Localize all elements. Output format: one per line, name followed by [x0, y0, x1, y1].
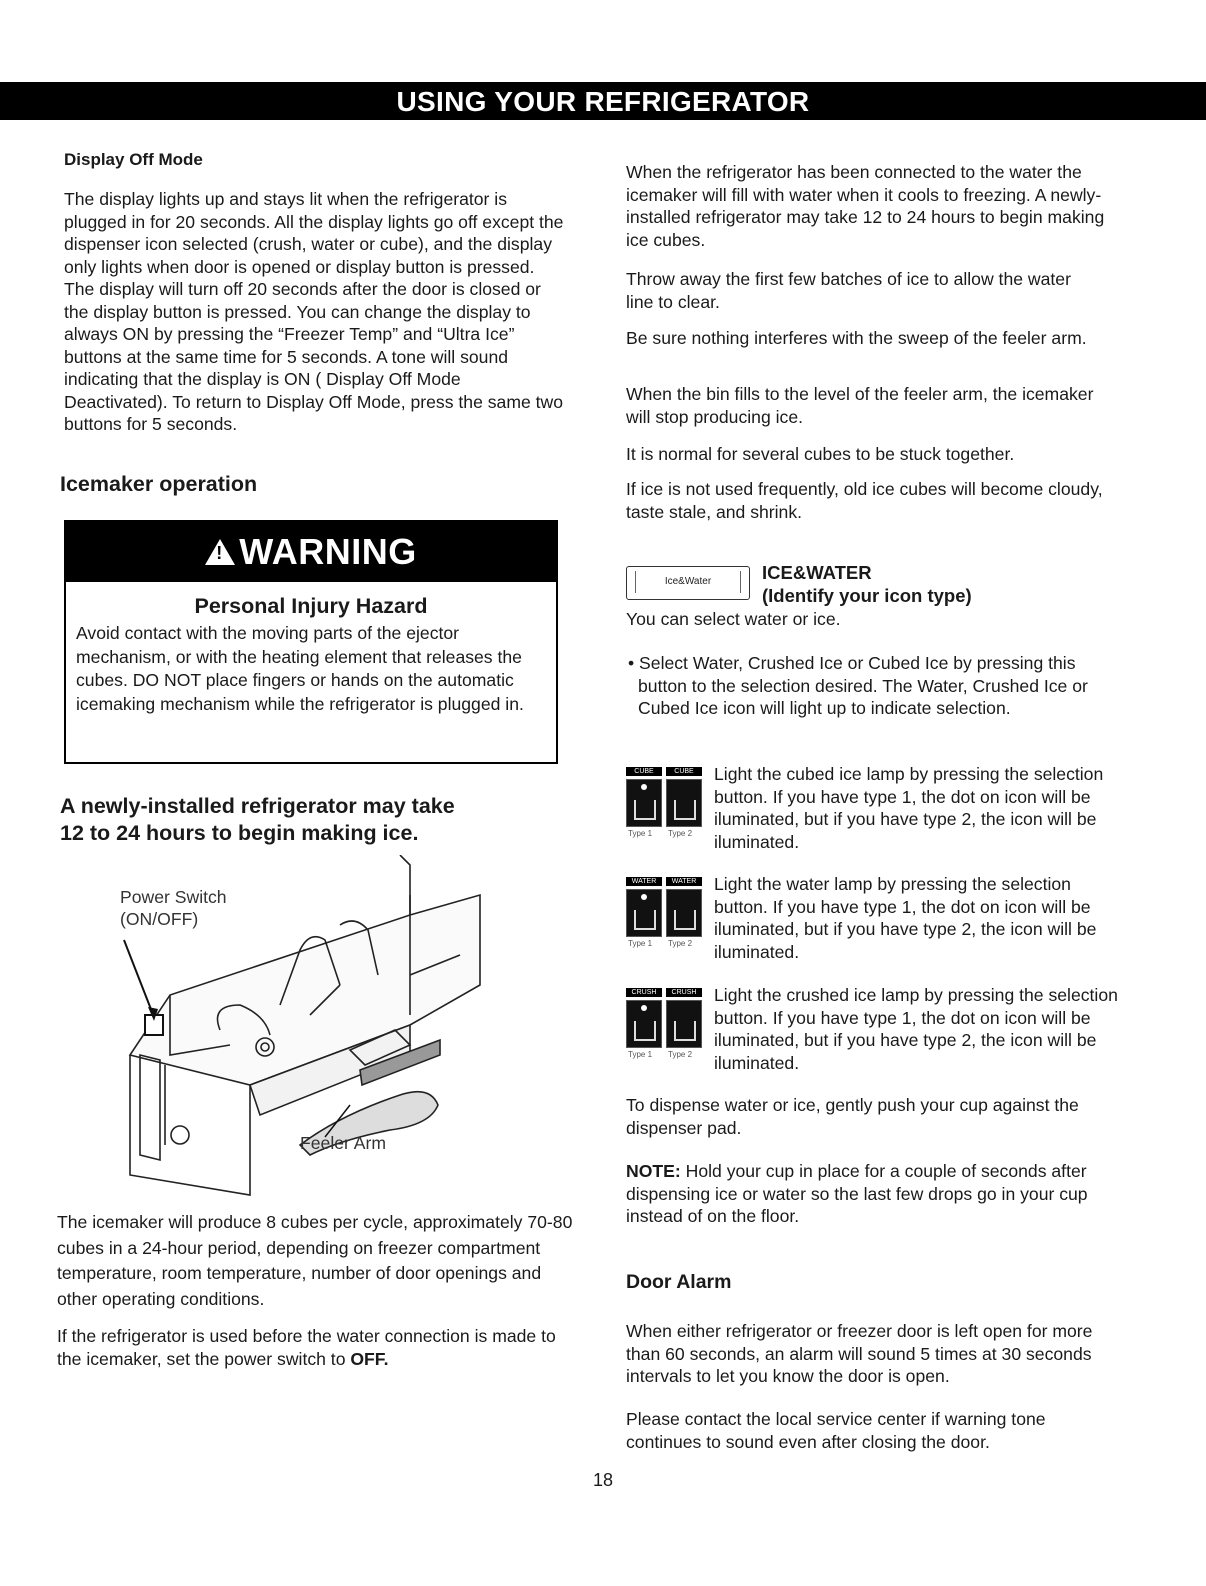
- water-icon-pair: [626, 877, 710, 955]
- warning-body: Avoid contact with the moving parts of the ejector mechanism, or with the heating element that releases the cubes. DO NOT place fingers or hands on the automatic icemaking mechanism while the refrigerator is plugged in.: [76, 623, 524, 714]
- cube-label-type2: CUBE: [666, 767, 702, 776]
- right-para-5: It is normal for several cubes to be stuck together.: [626, 444, 1015, 464]
- dispense-text: To dispense water or ice, gently push your cup against the dispenser pad.: [626, 1095, 1079, 1138]
- display-off-body: The display lights up and stays lit when the refrigerator is plugged in for 20 seconds. All the display lights go off except the dispenser icon selected (crush, water or cube), and the display only lights when door is opened or display button is pressed. The display will turn off 20 seconds after the door is closed or the display button is pressed. You can change the display to always ON by pressing the “Freezer Temp” and “Ultra Ice” buttons at the same time for 5 seconds. A tone will sound indicating that the display is ON ( Display Off Mode Deactivated). To return to Display Off Mode, press the same two buttons for 5 seconds.: [64, 189, 564, 434]
- door-alarm-para-1: When either refrigerator or freezer door is left open for more than 60 seconds, an alarm will sound 5 times at 30 seconds intervals to let you know the door is open.: [626, 1321, 1093, 1386]
- water-icon-type2: [666, 889, 702, 937]
- crush-label-type1: CRUSH: [626, 988, 662, 997]
- feeler-arm-label: Feeler Arm: [300, 1133, 387, 1153]
- crush-icon-text: Light the crushed ice lamp by pressing the selection button. If you have type 1, the dot on icon will be iluminated, but if you have type 2, the icon will be iluminated.: [714, 985, 1118, 1073]
- power-switch-label: [120, 886, 227, 930]
- type1-caption: Type 1: [628, 939, 653, 948]
- newly-installed-line1: A newly-installed refrigerator may take: [60, 794, 455, 818]
- type2-caption: Type 2: [668, 1050, 693, 1059]
- type1-caption: Type 1: [628, 829, 653, 838]
- water-connection-off: OFF.: [350, 1348, 389, 1369]
- water-icon-type1: [626, 889, 662, 937]
- right-para-4: When the bin fills to the level of the feeler arm, the icemaker will stop producing ice.: [626, 384, 1094, 427]
- power-switch-line2: (ON/OFF): [120, 909, 199, 929]
- cube-icon-type1: [626, 779, 662, 827]
- selection-bullet: • Select Water, Crushed Ice or Cubed Ice by pressing this button to the selection desired. The Water, Crushed Ice or Cubed Ice icon will light up to indicate selection.: [628, 653, 1088, 718]
- cube-icon-type2: [666, 779, 702, 827]
- display-off-title: Display Off Mode: [64, 150, 203, 169]
- crush-icon-type2: [666, 1000, 702, 1048]
- right-para-1: When the refrigerator has been connected to the water the icemaker will fill with water when it cools to freezing. A newly-installed refrigerator may take 12 to 24 hours to begin making ice cubes.: [626, 162, 1105, 250]
- warning-header: [66, 522, 556, 582]
- warning-subtitle: Personal Injury Hazard: [194, 594, 428, 618]
- ice-water-title: ICE&WATER: [762, 562, 872, 583]
- newly-installed-line2: 12 to 24 hours to begin making ice.: [60, 821, 419, 845]
- right-para-6: If ice is not used frequently, old ice cubes will become cloudy, taste stale, and shrink.: [626, 479, 1103, 522]
- cube-icon-pair: [626, 767, 710, 845]
- cubes-per-cycle-text: The icemaker will produce 8 cubes per cycle, approximately 70-80 cubes in a 24-hour period, depending on freezer compartment temperature, room temperature, number of door openings and other operating conditions.: [57, 1212, 573, 1309]
- cube-label-type1: CUBE: [626, 767, 662, 776]
- door-alarm-para-2: Please contact the local service center if warning tone continues to sound even after closing the door.: [626, 1409, 1046, 1452]
- water-label-type2: WATER: [666, 877, 702, 886]
- warning-label: WARNING: [239, 531, 417, 572]
- crush-icon-pair: [626, 988, 710, 1066]
- water-label-type1: WATER: [626, 877, 662, 886]
- crush-icon-type1: [626, 1000, 662, 1048]
- icemaker-title: Icemaker operation: [60, 472, 258, 496]
- warning-box: [64, 520, 558, 764]
- ice-water-intro: You can select water or ice.: [626, 609, 841, 629]
- type1-caption: Type 1: [628, 1050, 653, 1059]
- door-alarm-title: Door Alarm: [626, 1271, 732, 1293]
- ice-water-button-inner: Ice&Water: [635, 571, 741, 593]
- water-icon-text: Light the water lamp by pressing the selection button. If you have type 1, the dot on icon will be iluminated, but if you have type 2, the icon will be iluminated.: [714, 874, 1097, 962]
- note-body: Hold your cup in place for a couple of seconds after dispensing ice or water so the last few drops go in your cup instead of on the floor.: [626, 1161, 1088, 1226]
- crush-label-type2: CRUSH: [666, 988, 702, 997]
- type2-caption: Type 2: [668, 829, 693, 838]
- page-number: 18: [592, 1470, 614, 1490]
- power-switch-line1: Power Switch: [120, 887, 227, 907]
- ice-water-button: [626, 566, 750, 600]
- type2-caption: Type 2: [668, 939, 693, 948]
- water-connection-text: [57, 1325, 562, 1370]
- note-label: NOTE:: [626, 1161, 681, 1181]
- newly-installed-heading: [60, 793, 580, 847]
- cube-icon-text: Light the cubed ice lamp by pressing the selection button. If you have type 1, the dot on icon will be iluminated, but if you have type 2, the icon will be iluminated.: [714, 764, 1104, 852]
- ice-water-subtitle: (Identify your icon type): [762, 585, 972, 606]
- right-para-2: Throw away the first few batches of ice to allow the water line to clear.: [626, 269, 1071, 312]
- page-header-banner: USING YOUR REFRIGERATOR: [0, 82, 1206, 120]
- icemaker-diagram: [110, 855, 500, 1200]
- warning-triangle-icon: [205, 539, 235, 565]
- water-connection-body: If the refrigerator is used before the water connection is made to the icemaker, set the power switch to: [57, 1326, 556, 1369]
- note-text: [626, 1160, 1116, 1228]
- right-para-3: Be sure nothing interferes with the sweep of the feeler arm.: [626, 328, 1087, 348]
